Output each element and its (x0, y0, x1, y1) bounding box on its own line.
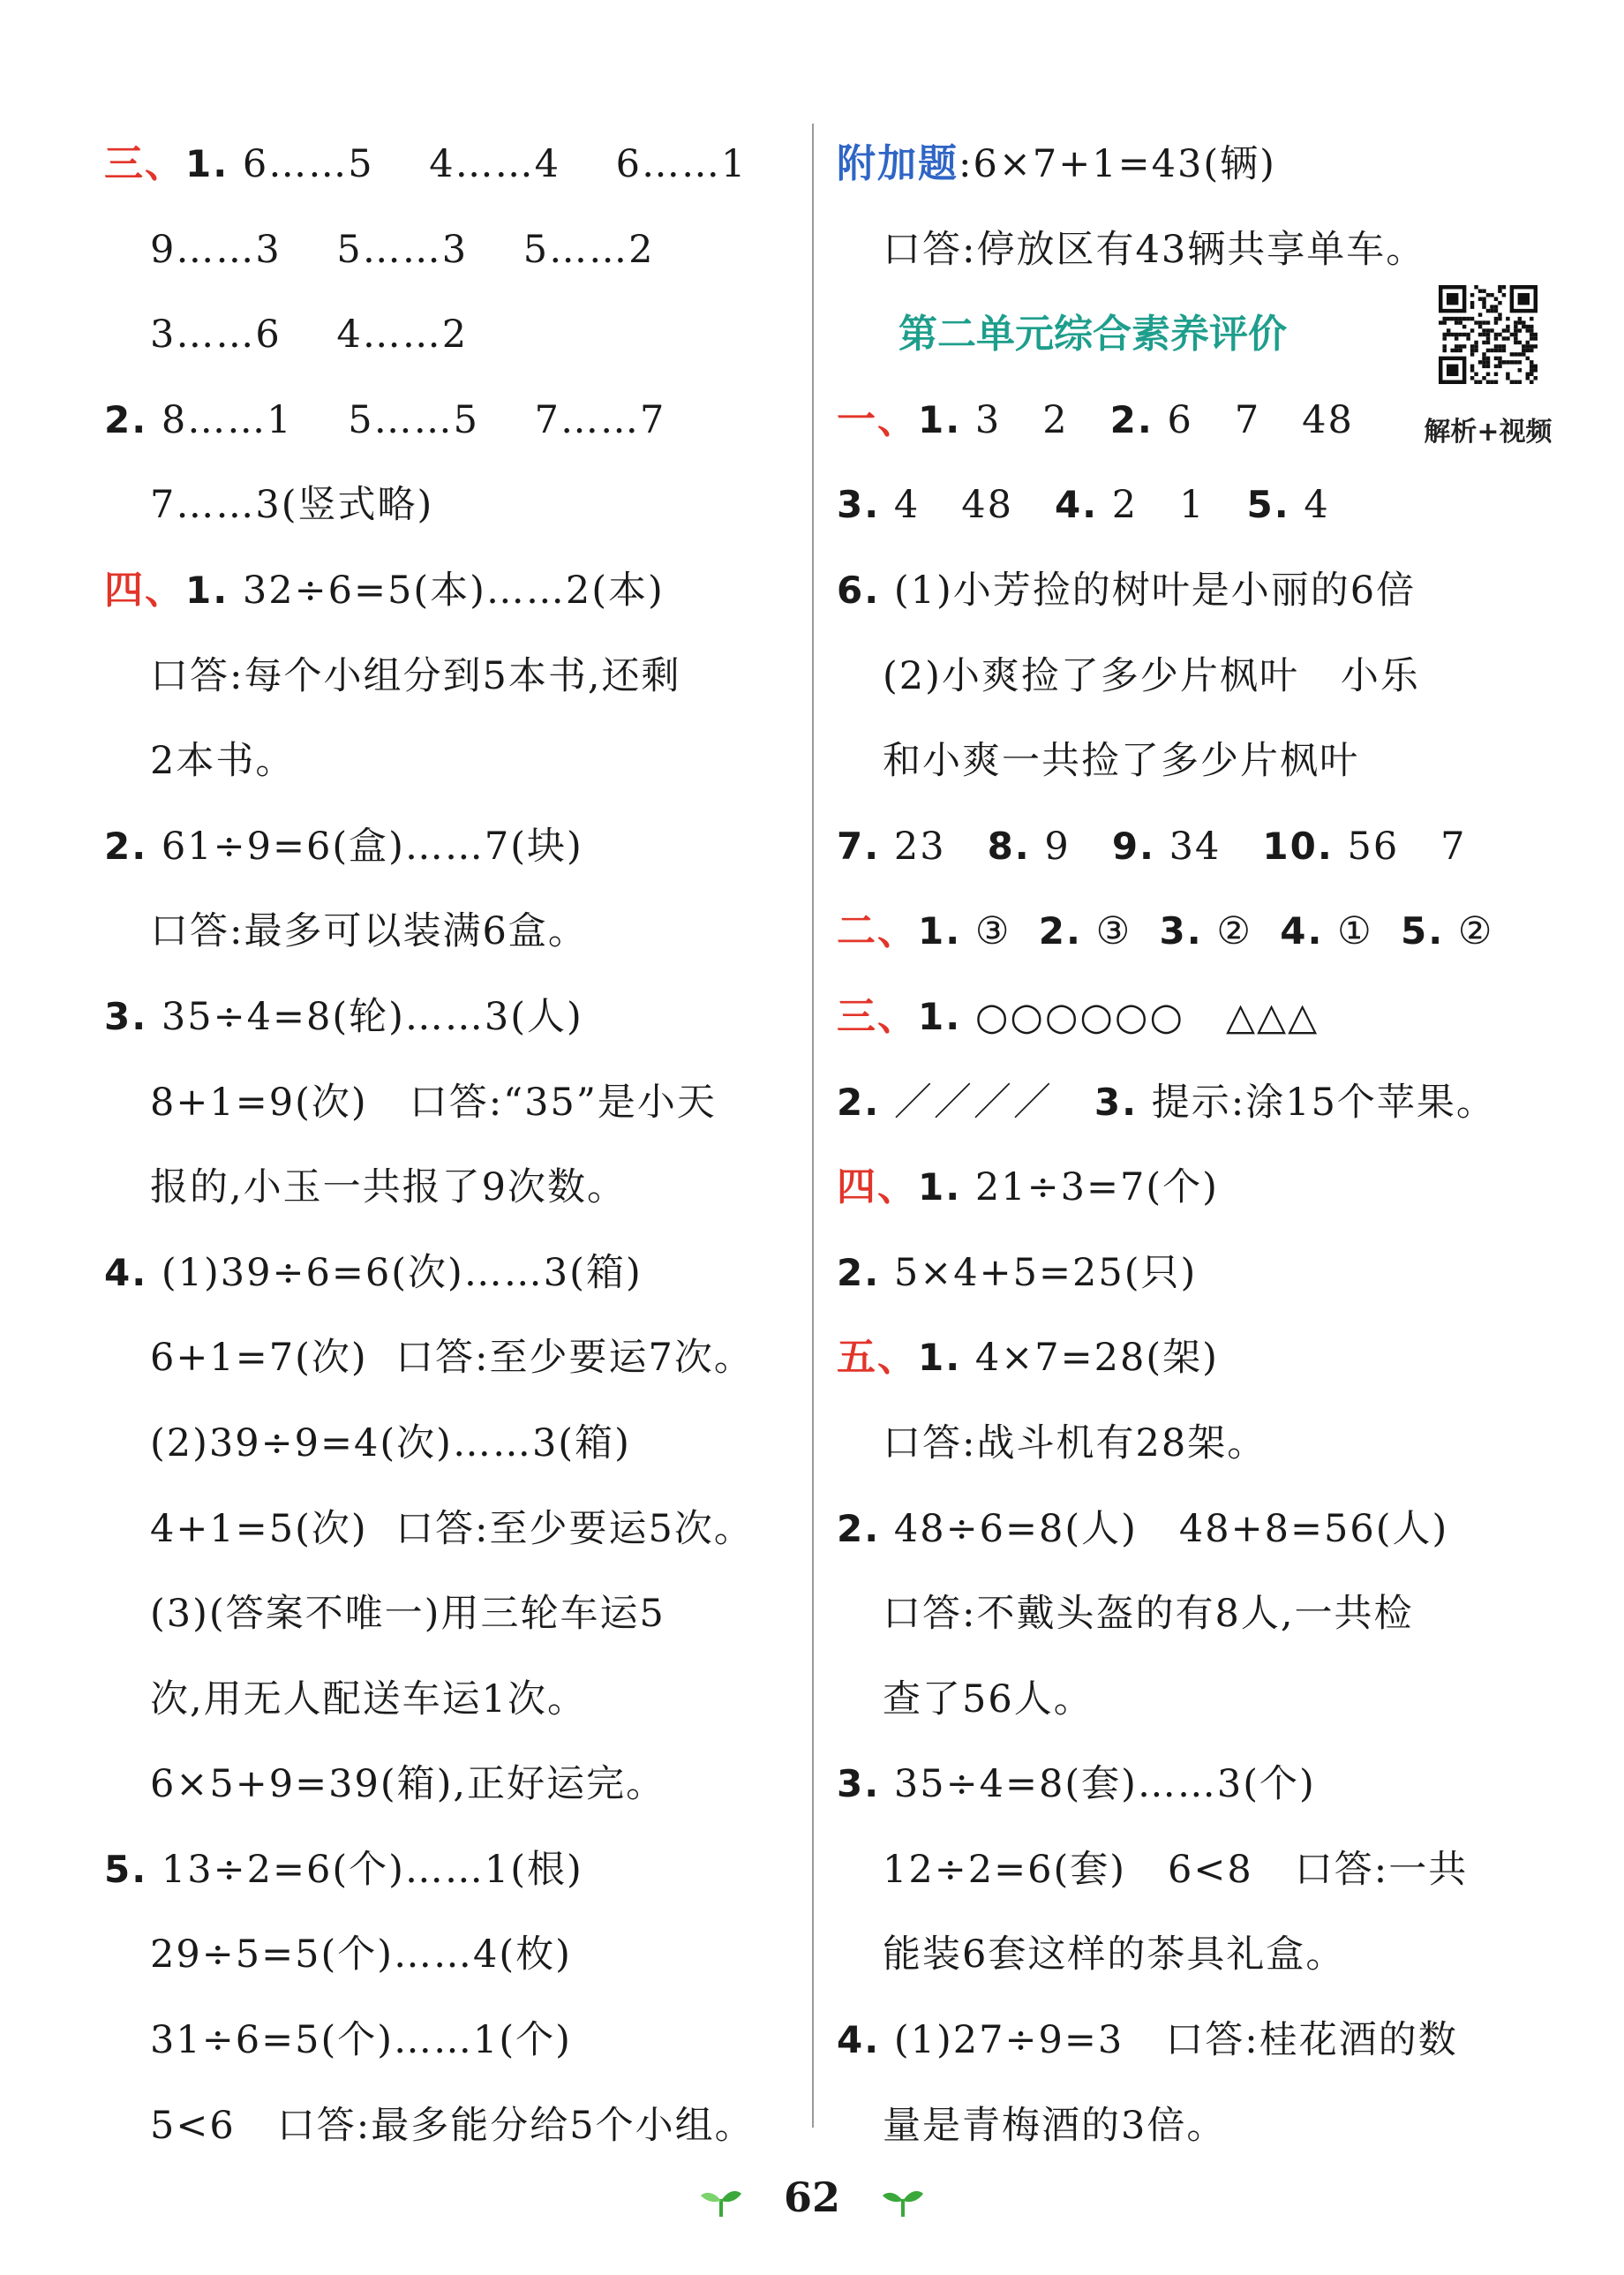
question-number: 2. (837, 1080, 881, 1124)
answer-line (104, 1060, 801, 1146)
section-title-text: 第二单元综合素养评价 (898, 312, 1287, 358)
answer-line (104, 1571, 801, 1657)
question-number: 1. (918, 1336, 962, 1380)
answer-text: 8+1=9(次) 口答:“35”是小天 (150, 1080, 717, 1125)
question-number: 1. (918, 397, 962, 441)
question-number: 8. (987, 824, 1031, 868)
answer-text: 6……5 4……4 6……1 (229, 142, 748, 186)
answer-text: 3……6 4……2 (150, 313, 469, 358)
answer-line (837, 1401, 1543, 1487)
answer-text: 能装6套这样的茶具礼盒。 (883, 1932, 1346, 1977)
question-number: 2. (1038, 909, 1082, 953)
answer-text: 31÷6=5(个)……1(个) (150, 2018, 572, 2063)
answer-text: 和小爽一共捡了多少片枫叶 (883, 739, 1359, 784)
answer-text: 13÷2=6(个)……1(根) (147, 1847, 583, 1892)
answer-line (104, 1827, 801, 1913)
section-tag: 四、 (837, 1164, 918, 1210)
answer-line (837, 1145, 1543, 1231)
answer-line (104, 1998, 801, 2083)
question-number: 4. (837, 2018, 881, 2062)
answer-line (837, 1315, 1543, 1401)
column-divider (812, 124, 814, 2128)
answer-line (104, 889, 801, 975)
qr-code-icon[interactable] (1439, 285, 1538, 384)
question-number: 1. (918, 1165, 962, 1209)
answer-line (104, 719, 801, 804)
answer-text: 34 (1155, 824, 1263, 869)
answer-text: (3)(答案不唯一)用三轮车运5 (150, 1592, 665, 1637)
answer-text: 29÷5=5(个)……4(枚) (150, 1932, 572, 1977)
answer-line (837, 463, 1543, 548)
answer-line (837, 975, 1543, 1060)
answer-text: 48÷6=8(人) 48+8=56(人) (880, 1506, 1449, 1551)
question-number: 1. (918, 909, 962, 953)
qr-code-block[interactable] (1417, 285, 1559, 450)
answer-line (104, 1231, 801, 1316)
answer-line (104, 548, 801, 634)
answer-line (837, 1742, 1543, 1827)
answer-line (104, 1742, 801, 1827)
answer-line (837, 1060, 1543, 1146)
answer-text: 6 7 48 (1153, 397, 1354, 442)
question-number: 4. (1054, 483, 1099, 527)
answer-line (104, 804, 801, 890)
sprout-icon (697, 2183, 745, 2219)
bonus-tag: 附加题 (837, 141, 959, 186)
answer-text: ／／／／ (880, 1080, 1094, 1125)
qr-label: 解析+视频 (1424, 416, 1553, 448)
right-column (837, 122, 1553, 2168)
answer-text: ③ (1081, 909, 1160, 954)
question-number: 3. (837, 483, 881, 527)
question-number: 3. (837, 1762, 881, 1806)
answer-line (837, 804, 1543, 890)
answer-line (104, 122, 801, 207)
answer-text: 4×7=28(架) (961, 1336, 1219, 1381)
answer-line (104, 2083, 801, 2169)
question-number: 1. (185, 142, 229, 185)
sprout-icon (879, 2183, 927, 2219)
answer-line (104, 292, 801, 378)
answer-line (104, 463, 801, 548)
answer-line (837, 2083, 1543, 2169)
answer-text: 61÷9=6(盒)……7(块) (147, 824, 583, 869)
answer-text: 5×4+5=25(只) (880, 1250, 1198, 1295)
answer-text: (1)27÷9=3 口答:桂花酒的数 (880, 2018, 1458, 2063)
answer-text: 次,用无人配送车运1次。 (150, 1676, 588, 1721)
answer-line (837, 207, 1543, 293)
answer-text: 2 1 (1098, 483, 1247, 528)
question-number: 3. (1094, 1080, 1139, 1124)
answer-text: 口答:战斗机有28架。 (883, 1420, 1267, 1465)
question-number: 4. (104, 1250, 148, 1294)
question-number: 3. (1159, 909, 1203, 953)
answer-text: 4 48 (880, 483, 1055, 528)
question-number: 9. (1111, 824, 1155, 868)
answer-text: 35÷4=8(轮)……3(人) (147, 994, 583, 1039)
question-number: 1. (185, 568, 229, 612)
answer-line (837, 1912, 1543, 1998)
answer-text: 7……3(竖式略) (150, 483, 434, 528)
answer-text: 口答:不戴头盔的有8人,一共检 (883, 1592, 1414, 1637)
question-number: 5. (1246, 483, 1290, 527)
answer-text: ② (1444, 909, 1494, 954)
answer-text: (1)小芳捡的树叶是小丽的6倍 (880, 568, 1417, 613)
answer-line (104, 1487, 801, 1572)
answer-line (837, 1231, 1543, 1316)
answer-line (104, 1401, 801, 1487)
section-tag: 四、 (104, 567, 185, 613)
answer-text: 5<6 口答:最多能分给5个小组。 (150, 2103, 755, 2148)
answer-text: 3 2 (961, 397, 1110, 442)
question-number: 5. (104, 1847, 148, 1891)
answer-text: :6×7+1=43(辆) (959, 142, 1276, 186)
question-number: 2. (104, 397, 148, 441)
answer-line (104, 378, 801, 463)
answer-text: ○○○○○○ △△△ (961, 994, 1320, 1039)
answer-line (837, 719, 1543, 804)
answer-text: 口答:最多可以装满6盒。 (150, 909, 588, 954)
answer-text: 6×5+9=39(箱),正好运完。 (150, 1762, 666, 1807)
question-number: 4. (1280, 909, 1324, 953)
answer-text: 8……1 5……5 7……7 (147, 397, 666, 442)
section-tag: 一、 (837, 396, 918, 442)
answer-line (837, 1571, 1543, 1657)
answer-text: 口答:每个小组分到5本书,还剩 (150, 653, 681, 698)
answer-text: (1)39÷6=6(次)……3(箱) (147, 1250, 643, 1295)
answer-line (104, 1315, 801, 1401)
page-number: 62 (783, 2173, 840, 2221)
question-number: 2. (837, 1506, 881, 1550)
section-tag: 三、 (837, 993, 918, 1039)
answer-text: 6+1=7(次) 口答:至少要运7次。 (150, 1336, 754, 1381)
answer-text: 12÷2=6(套) 6<8 口答:一共 (883, 1847, 1469, 1892)
answer-text: (2)39÷9=4(次)……3(箱) (150, 1420, 631, 1465)
answer-text: 口答:停放区有43辆共享单车。 (883, 227, 1426, 272)
question-number: 5. (1401, 909, 1445, 953)
answer-line (104, 975, 801, 1060)
answer-line (104, 1657, 801, 1743)
answer-line (104, 634, 801, 719)
answer-text: 4+1=5(次) 口答:至少要运5次。 (150, 1506, 754, 1551)
answer-text: 4 (1289, 483, 1330, 528)
answer-line (837, 122, 1543, 207)
question-number: 10. (1262, 824, 1334, 868)
answer-line (837, 1487, 1543, 1572)
answer-text: ① (1323, 909, 1401, 954)
question-number: 3. (104, 994, 148, 1038)
question-number: 2. (1109, 397, 1154, 441)
answer-text: 56 7 (1333, 824, 1467, 869)
answer-line (104, 1912, 801, 1998)
answer-text: 32÷6=5(本)……2(本) (229, 568, 665, 613)
answer-line (104, 1145, 801, 1231)
question-number: 2. (837, 1250, 881, 1294)
answer-line (837, 634, 1543, 719)
answer-line (837, 548, 1543, 634)
section-tag: 五、 (837, 1335, 918, 1381)
answer-text: 量是青梅酒的3倍。 (883, 2103, 1227, 2148)
answer-text: 报的,小玉一共报了9次数。 (150, 1165, 628, 1210)
answer-text: 2本书。 (150, 739, 296, 784)
section-tag: 二、 (837, 908, 918, 954)
left-column (104, 122, 801, 2168)
page-footer (0, 2173, 1624, 2221)
answer-text: ③ (961, 909, 1039, 954)
answer-text: (2)小爽捡了多少片枫叶 小乐 (883, 653, 1420, 698)
answer-text: 21÷3=7(个) (961, 1165, 1219, 1210)
answer-line (837, 1998, 1543, 2083)
answer-line (837, 1657, 1543, 1743)
answer-text: 35÷4=8(套)……3(个) (880, 1762, 1316, 1807)
answer-text: 查了56人。 (883, 1676, 1094, 1721)
question-number: 7. (837, 824, 881, 868)
answer-text: ② (1202, 909, 1281, 954)
answer-line (837, 889, 1543, 975)
answer-line (837, 1827, 1543, 1913)
question-number: 6. (837, 568, 881, 612)
section-tag: 三、 (104, 141, 185, 186)
answer-text: 9 (1030, 824, 1112, 869)
answer-line (104, 207, 801, 293)
answer-text: 9……3 5……3 5……2 (150, 227, 655, 272)
answer-text: 提示:涂15个苹果。 (1138, 1080, 1496, 1125)
answer-text: 23 (880, 824, 988, 869)
question-number: 2. (104, 824, 148, 868)
question-number: 1. (918, 994, 962, 1038)
